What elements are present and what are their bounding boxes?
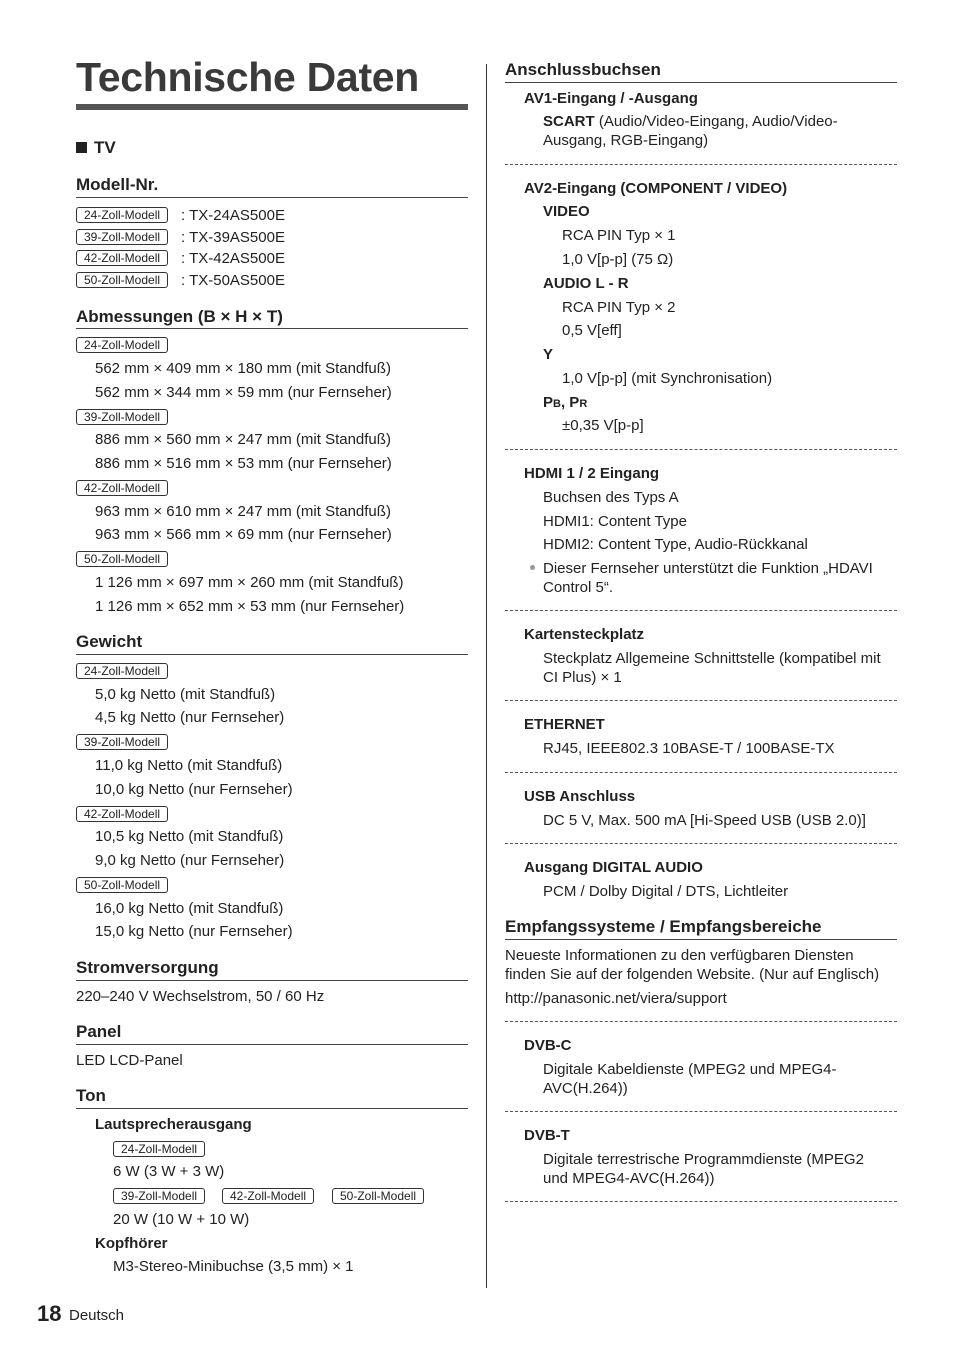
model-chip: 50-Zoll-Modell [76,551,168,567]
model-chip: 39-Zoll-Modell [76,229,168,245]
model-chip: 42-Zoll-Modell [76,806,168,822]
model-chip: 39-Zoll-Modell [76,734,168,750]
hdmi-line: Buchsen des Typs A [543,489,679,506]
abmessungen-heading: Abmessungen (B × H × T) [76,307,283,326]
dimension-line: 886 mm × 516 mm × 53 mm (nur Fernseher) [95,455,392,472]
strom-value: 220–240 V Wechselstrom, 50 / 60 Hz [76,988,325,1005]
av1-line2: Ausgang, RGB-Eingang) [543,132,709,149]
ton-heading: Ton [76,1086,106,1105]
dvbt-line: Digitale terrestrische Programmdienste (MPEG2 [543,1151,864,1168]
av2-y-line: 1,0 V[p-p] (mit Synchronisation) [562,370,773,387]
weight-line: 16,0 kg Netto (mit Standfuß) [95,900,284,917]
karte-line: CI Plus) × 1 [543,669,622,686]
model-chip: 42-Zoll-Modell [222,1188,314,1204]
empfang-rule [505,939,897,940]
dashed-separator [505,843,897,844]
weight-line: 10,0 kg Netto (nur Fernseher) [95,781,293,798]
dvbt-heading: DVB-T [524,1127,570,1144]
ethernet-heading: ETHERNET [524,716,605,733]
model-value: : TX-42AS500E [181,250,285,267]
model-chip: 50-Zoll-Modell [76,877,168,893]
language-label: Deutsch [69,1307,125,1324]
model-chip: 24-Zoll-Modell [76,337,168,353]
usb-line: DC 5 V, Max. 500 mA [Hi-Speed USB (USB 2.0)] [543,812,866,829]
strom-rule [76,980,468,981]
av1-scart-line: SCART (Audio/Video-Eingang, Audio/Video- [543,113,838,130]
av2-audio-label: AUDIO L - R [543,275,629,292]
weight-line: 11,0 kg Netto (mit Standfuß) [95,757,283,774]
av2-heading: AV2-Eingang (COMPONENT / VIDEO) [524,180,788,197]
dashed-separator [505,1201,897,1202]
dimension-line: 886 mm × 560 mm × 247 mm (mit Standfuß) [95,431,391,448]
bullet-icon [530,565,535,570]
av2-audio-line: 0,5 V[eff] [562,322,622,339]
panel-heading: Panel [76,1022,122,1041]
model-chip: 39-Zoll-Modell [76,409,168,425]
av2-video-line: 1,0 V[p-p] (75 Ω) [562,251,674,268]
kopfhoerer-label: Kopfhörer [95,1235,168,1252]
panel-value: LED LCD-Panel [76,1052,183,1069]
gewicht-heading: Gewicht [76,632,143,651]
digital-heading: Ausgang DIGITAL AUDIO [524,859,703,876]
dvbc-line: Digitale Kabeldienste (MPEG2 und MPEG4- [543,1061,837,1078]
tv-section-header: TV [76,138,116,158]
ton-rule [76,1108,468,1109]
page-title: Technische Daten [76,54,420,100]
karte-heading: Kartensteckplatz [524,626,645,643]
dvbc-line: AVC(H.264)) [543,1080,628,1097]
modell-rule [76,197,468,198]
weight-line: 15,0 kg Netto (nur Fernseher) [95,923,293,940]
weight-line: 9,0 kg Netto (nur Fernseher) [95,852,285,869]
speaker-value: 6 W (3 W + 3 W) [113,1163,225,1180]
av1-heading: AV1-Eingang / -Ausgang [524,90,698,107]
model-chip: 42-Zoll-Modell [76,480,168,496]
hdmi-note: Control 5“. [543,579,614,596]
hdmi-line: HDMI1: Content Type [543,513,687,530]
model-chip: 24-Zoll-Modell [113,1141,205,1157]
hdmi-heading: HDMI 1 / 2 Eingang [524,465,660,482]
model-chip: 24-Zoll-Modell [76,663,168,679]
av2-pbpr-label: PB, PR [543,394,588,411]
dashed-separator [505,449,897,450]
model-value: : TX-50AS500E [181,272,285,289]
weight-line: 5,0 kg Netto (mit Standfuß) [95,686,276,703]
dimension-line: 562 mm × 409 mm × 180 mm (mit Standfuß) [95,360,391,377]
model-chip: 42-Zoll-Modell [76,250,168,266]
dashed-separator [505,1021,897,1022]
empfang-line: Neueste Informationen zu den verfügbaren Diensten [505,947,854,964]
dvbc-heading: DVB-C [524,1037,572,1054]
empfang-line: finden Sie auf der folgenden Website. (Nur auf Englisch) [505,966,880,983]
weight-line: 4,5 kg Netto (nur Fernseher) [95,709,285,726]
model-chip: 50-Zoll-Modell [332,1188,424,1204]
panel-rule [76,1044,468,1045]
model-value: : TX-24AS500E [181,207,285,224]
page-number: 18 [37,1301,62,1326]
model-chip: 39-Zoll-Modell [113,1188,205,1204]
title-underline [76,104,468,110]
dashed-separator [505,1111,897,1112]
dashed-separator [505,700,897,701]
model-chip: 50-Zoll-Modell [76,272,168,288]
dimension-line: 1 126 mm × 697 mm × 260 mm (mit Standfuß) [95,574,404,591]
av2-y-label: Y [543,346,554,363]
support-url: http://panasonic.net/viera/support [505,990,727,1007]
strom-heading: Stromversorgung [76,958,219,977]
empfang-heading: Empfangssysteme / Empfangsbereiche [505,917,822,936]
ethernet-line: RJ45, IEEE802.3 10BASE-T / 100BASE-TX [543,740,835,757]
dimension-line: 963 mm × 566 mm × 69 mm (nur Fernseher) [95,526,392,543]
av2-pbpr-line: ±0,35 V[p-p] [562,417,644,434]
model-value: : TX-39AS500E [181,229,285,246]
dimension-line: 562 mm × 344 mm × 59 mm (nur Fernseher) [95,384,392,401]
dashed-separator [505,164,897,165]
lautsprecher-label: Lautsprecherausgang [95,1116,252,1133]
column-divider [486,64,487,1288]
dashed-separator [505,772,897,773]
dvbt-line: und MPEG4-AVC(H.264)) [543,1170,715,1187]
modell-heading: Modell-Nr. [76,175,159,194]
av2-audio-line: RCA PIN Typ × 2 [562,299,676,316]
hdmi-line: HDMI2: Content Type, Audio-Rückkanal [543,536,808,553]
dimension-line: 1 126 mm × 652 mm × 53 mm (nur Fernseher) [95,598,405,615]
square-bullet-icon [76,142,87,153]
usb-heading: USB Anschluss [524,788,636,805]
weight-line: 10,5 kg Netto (mit Standfuß) [95,828,284,845]
dimension-line: 963 mm × 610 mm × 247 mm (mit Standfuß) [95,503,391,520]
dashed-separator [505,610,897,611]
karte-line: Steckplatz Allgemeine Schnittstelle (kompatibel mit [543,650,881,667]
anschluss-heading: Anschlussbuchsen [505,60,661,79]
digital-line: PCM / Dolby Digital / DTS, Lichtleiter [543,883,789,900]
speaker-value: 20 W (10 W + 10 W) [113,1211,250,1228]
abmessungen-rule [76,328,468,329]
hdmi-note: Dieser Fernseher unterstützt die Funktion „HDAVI [543,560,873,577]
av2-video-label: VIDEO [543,203,590,220]
anschluss-rule [505,82,897,83]
model-chip: 24-Zoll-Modell [76,207,168,223]
gewicht-rule [76,654,468,655]
kopfhoerer-value: M3-Stereo-Minibuchse (3,5 mm) × 1 [113,1258,354,1275]
av2-video-line: RCA PIN Typ × 1 [562,227,676,244]
